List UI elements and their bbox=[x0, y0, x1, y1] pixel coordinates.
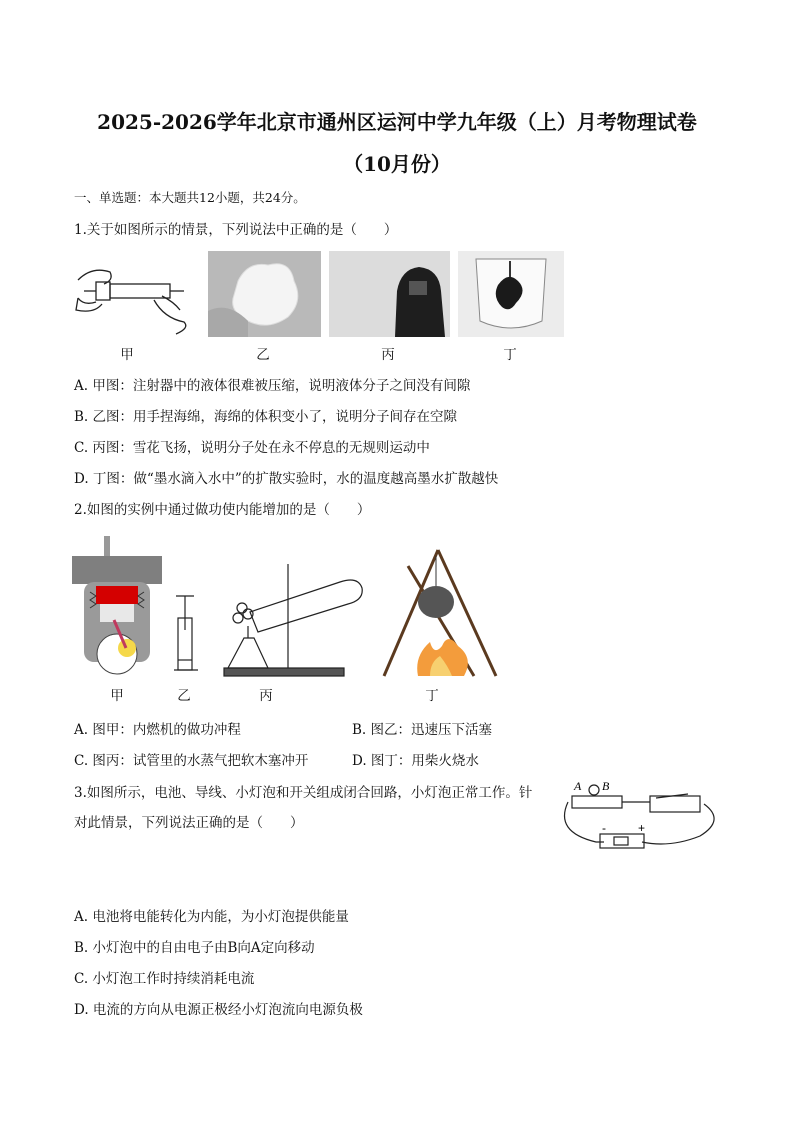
q3-option-d: D. 电流的方向从电源正极经小灯泡流向电源负极 bbox=[74, 1002, 363, 1018]
page-title: 2025-2026学年北京市通州区运河中学九年级（上）月考物理试卷 bbox=[97, 110, 697, 134]
campfire-figure bbox=[378, 546, 504, 680]
q2-option-c: C. 图丙：试管里的水蒸气把软木塞冲开 bbox=[74, 753, 309, 769]
terminal-a-label: A bbox=[574, 779, 582, 793]
q1-option-a: A. 甲图：注射器中的液体很难被压缩，说明液体分子之间没有间隙 bbox=[74, 378, 471, 394]
ink-glass-photo bbox=[458, 251, 564, 337]
q2-caption-ding: 丁 bbox=[425, 688, 439, 704]
battery-plus-label: + bbox=[638, 821, 646, 835]
section-heading: 一、单选题：本大题共12小题，共24分。 bbox=[74, 190, 306, 205]
q2-option-d: D. 图丁：用柴火烧水 bbox=[352, 753, 479, 769]
q2-option-a: A. 图甲：内燃机的做功冲程 bbox=[74, 722, 241, 738]
q3-option-b: B. 小灯泡中的自由电子由B向A定向移动 bbox=[74, 940, 315, 956]
q1-caption-yi: 乙 bbox=[256, 347, 270, 363]
page-subtitle: （10月份） bbox=[343, 152, 451, 176]
battery-minus-label: - bbox=[602, 821, 606, 835]
q3-stem-line1: 3.如图所示，电池、导线、小灯泡和开关组成闭合回路，小灯泡正常工作。针 bbox=[74, 785, 533, 801]
q1-option-c: C. 丙图：雪花飞扬，说明分子处在永不停息的无规则运动中 bbox=[74, 440, 430, 456]
syringe-figure bbox=[74, 258, 194, 338]
q1-option-d: D. 丁图：做“墨水滴入水中”的扩散实验时，水的温度越高墨水扩散越快 bbox=[74, 471, 499, 487]
pump-figure bbox=[172, 590, 200, 680]
engine-figure bbox=[70, 530, 165, 680]
q3-option-c: C. 小灯泡工作时持续消耗电流 bbox=[74, 971, 255, 987]
terminal-b-label: B bbox=[602, 779, 610, 793]
test-tube-figure bbox=[220, 556, 370, 682]
q2-option-b: B. 图乙：迅速压下活塞 bbox=[352, 722, 493, 738]
q3-option-a: A. 电池将电能转化为内能，为小灯泡提供能量 bbox=[74, 909, 349, 925]
q1-option-b: B. 乙图：用手捏海绵，海绵的体积变小了，说明分子间存在空隙 bbox=[74, 409, 458, 425]
q1-caption-jia: 甲 bbox=[120, 347, 134, 363]
q1-caption-ding: 丁 bbox=[503, 347, 517, 363]
circuit-figure bbox=[560, 776, 728, 862]
snow-photo bbox=[329, 251, 450, 337]
sponge-photo bbox=[208, 251, 321, 337]
q1-caption-bing: 丙 bbox=[381, 347, 395, 363]
q1-stem: 1.关于如图所示的情景，下列说法中正确的是（ ） bbox=[74, 222, 398, 238]
q2-stem: 2.如图的实例中通过做功使内能增加的是（ ） bbox=[74, 502, 371, 518]
q2-caption-bing: 丙 bbox=[259, 688, 273, 704]
q2-caption-jia: 甲 bbox=[110, 688, 124, 704]
q3-stem-line2: 对此情景，下列说法正确的是（ ） bbox=[74, 815, 304, 831]
q2-caption-yi: 乙 bbox=[177, 688, 191, 704]
